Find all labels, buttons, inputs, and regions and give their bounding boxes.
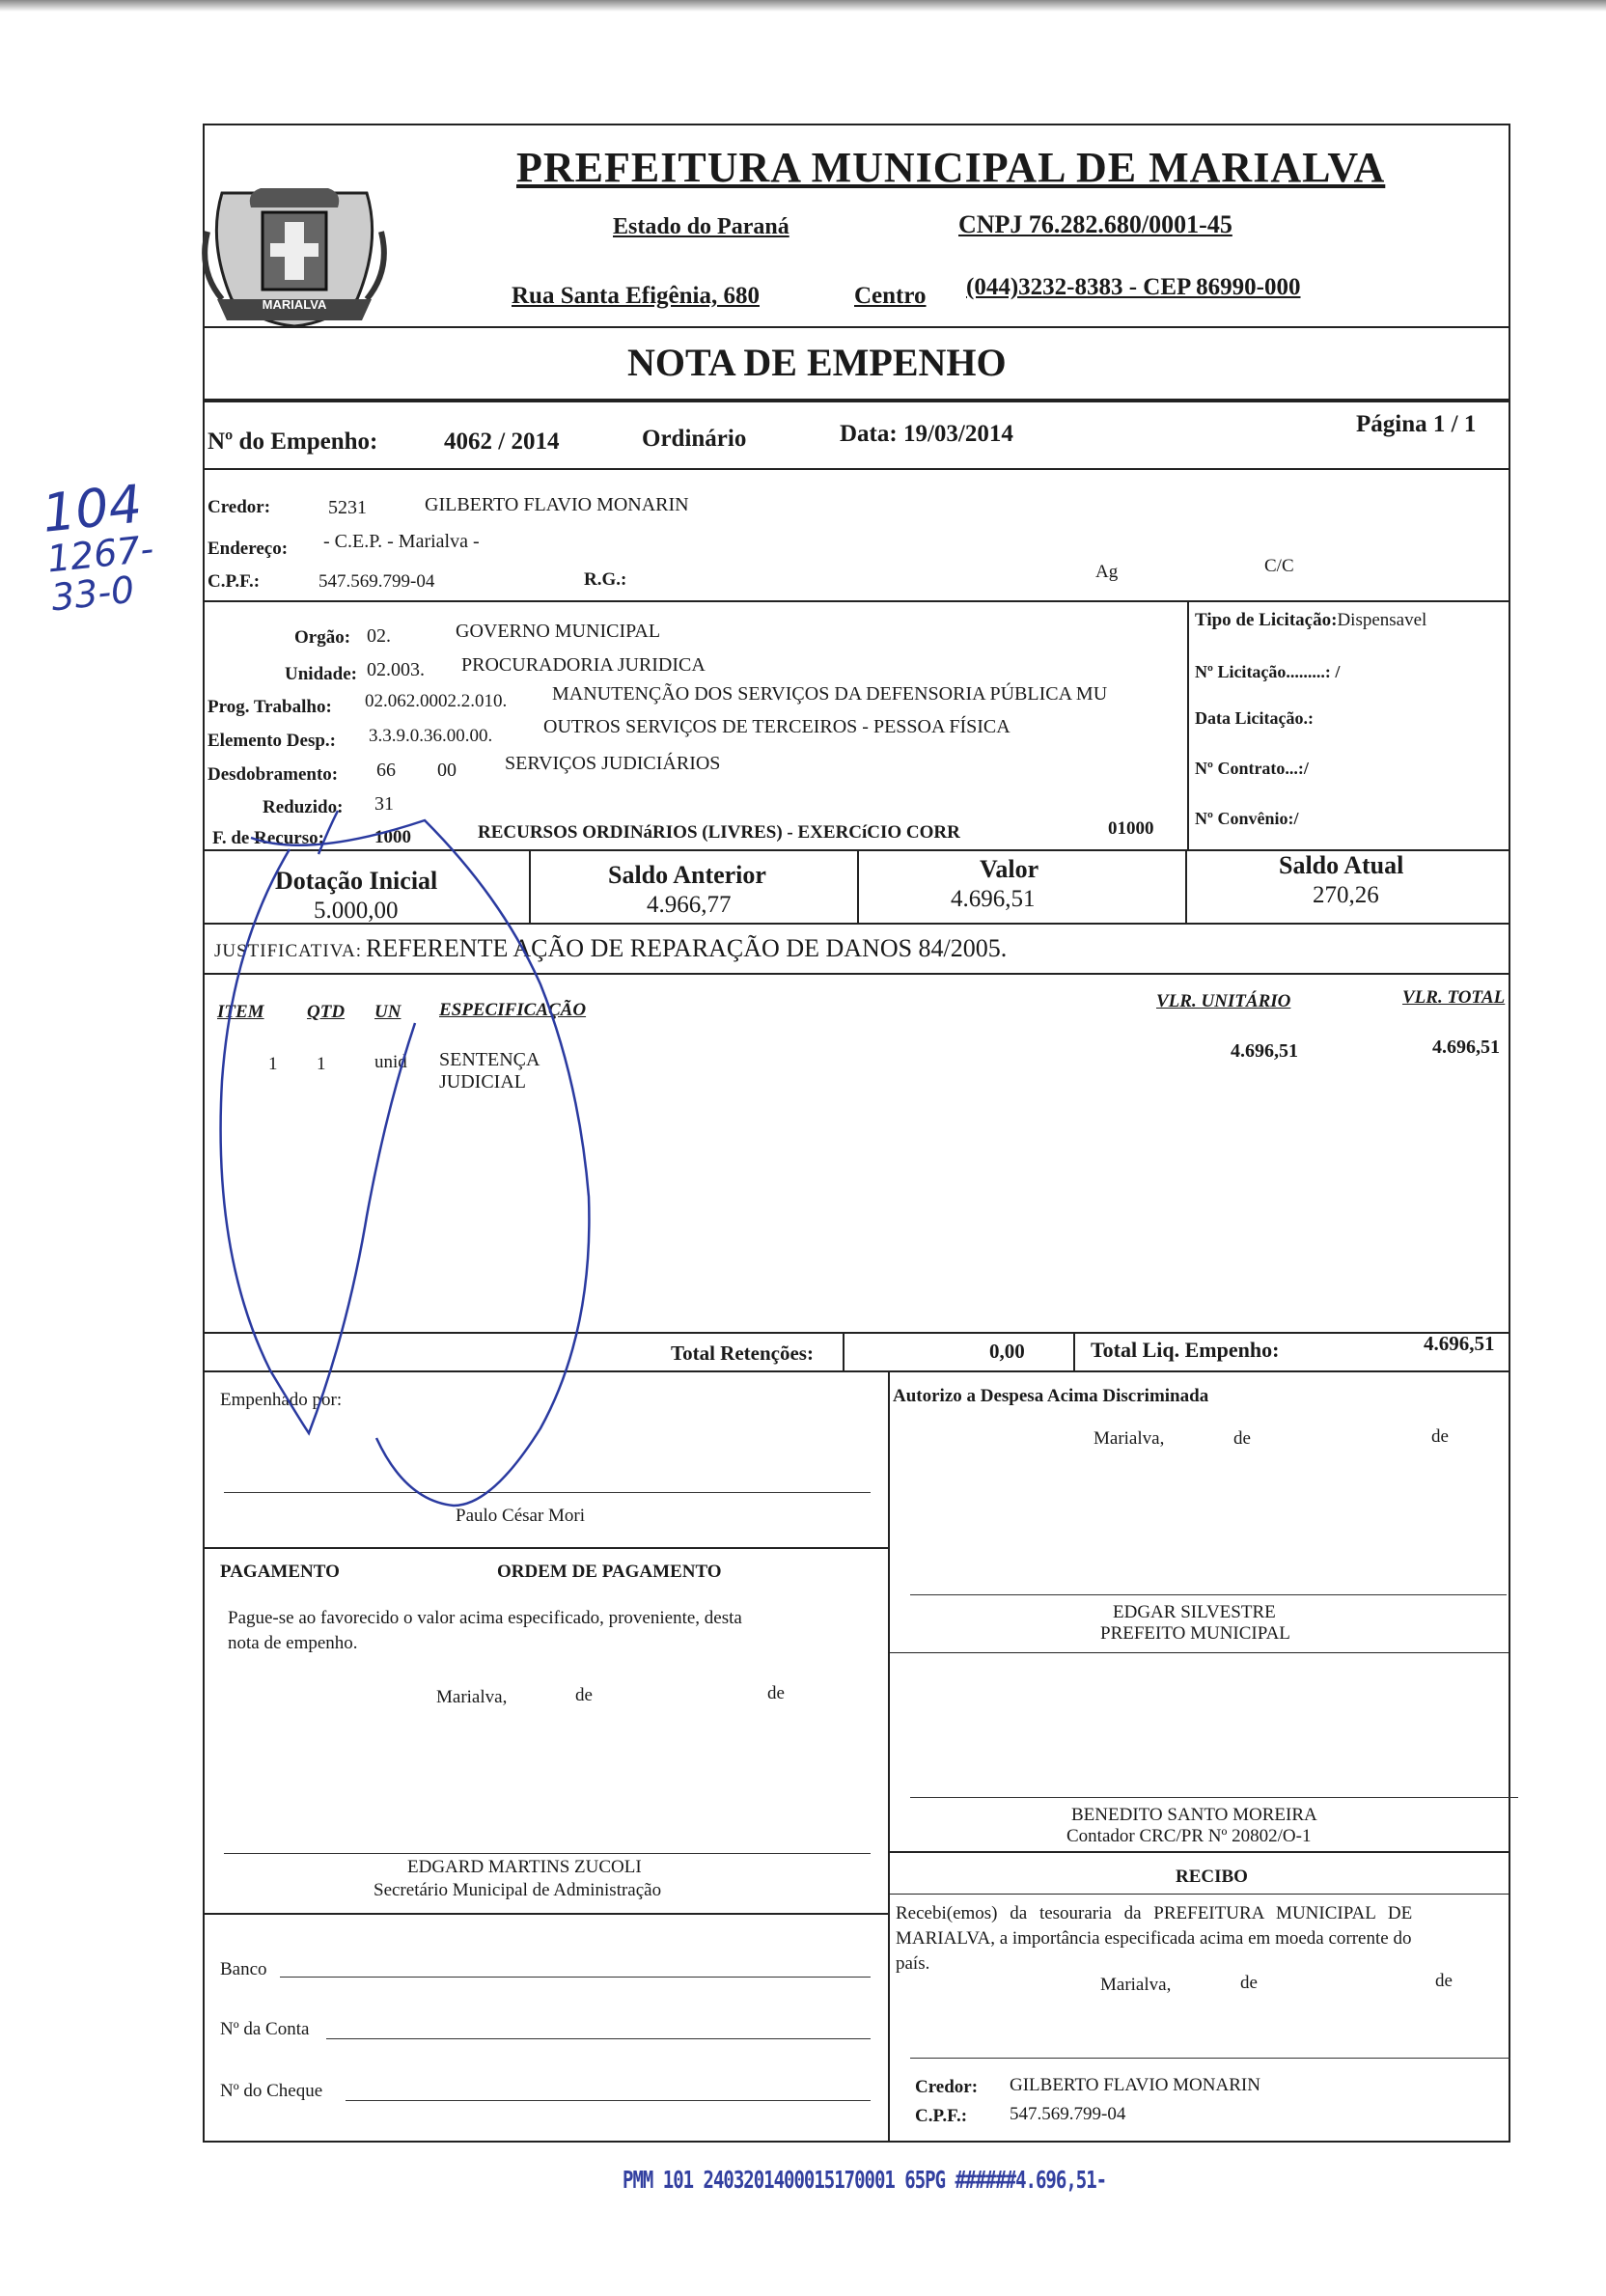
orgao-label: Orgão: [294,627,351,648]
justificativa-text: REFERENTE AÇÃO DE REPARAÇÃO DE DANOS 84/2005. [366,934,1008,962]
orgao-code: 02. [367,625,391,647]
pagamento-label: PAGAMENTO [220,1562,340,1582]
retencoes-value: 0,00 [989,1340,1025,1363]
divider [203,468,1510,470]
prefeitura-title: PREFEITURA MUNICIPAL DE MARIALVA [516,144,1386,191]
recibo-credor-label: Credor: [915,2077,979,2097]
licitacao-data: Data Licitação.: [1195,708,1314,728]
contador-cargo: Contador CRC/PR Nº 20802/O-1 [1066,1826,1312,1846]
unidade-code: 02.003. [367,659,425,680]
cc-label: C/C [1264,556,1294,576]
row-vlr-unitario: 4.696,51 [1231,1040,1298,1062]
telefone-cep: (044)3232-8383 - CEP 86990-000 [966,274,1301,300]
credor-code: 5231 [328,497,367,518]
col-un: UN [374,1002,402,1022]
recibo-de-1: de [1240,1973,1258,1993]
document-title: NOTA DE EMPENHO [627,341,1007,384]
municipal-crest [193,154,396,338]
autorizo-de-2: de [1431,1426,1449,1447]
valor-label: Valor [980,855,1039,883]
licitacao-tipo-label: Tipo de Licitação: [1195,610,1338,630]
handwriting-line: 104 [39,473,145,544]
divider [203,1913,888,1915]
col-vlr-total: VLR. TOTAL [1402,987,1506,1008]
saldo-anterior-label: Saldo Anterior [608,861,766,889]
orgao-name: GOVERNO MUNICIPAL [456,621,661,642]
validation-stamp: PMM 101 2403201400015170001 65PG ######4.696,51- [623,2166,1107,2195]
cpf-label: C.P.F.: [208,571,261,592]
pagamento-de-2: de [767,1683,785,1703]
recibo-local: Marialva, [1100,1975,1172,1995]
row-vlr-total: 4.696,51 [1432,1037,1500,1058]
pagamento-de-1: de [575,1685,593,1705]
recibo-title: RECIBO [1176,1867,1248,1887]
recibo-credor: GILBERTO FLAVIO MONARIN [1010,2075,1260,2095]
unidade-label: Unidade: [285,664,357,684]
retencoes-label: Total Retenções: [671,1342,814,1365]
divider [888,1652,1510,1653]
row-especificacao: SENTENÇA JUDICIAL [439,1049,540,1093]
recibo-de-2: de [1435,1971,1453,1991]
divider [203,600,1510,602]
divider [843,1332,845,1370]
autorizo-de-1: de [1233,1428,1251,1449]
divider [203,1370,1510,1372]
signature-line [224,1853,871,1854]
signature-line [224,1492,871,1493]
divider [203,923,1510,925]
estado: Estado do Paraná [613,214,789,239]
recibo-cpf: 547.569.799-04 [1010,2104,1126,2124]
recibo-cpf-label: C.P.F.: [915,2106,968,2126]
empenho-type: Ordinário [642,426,747,452]
signature-line [910,2058,1510,2059]
contrato: Nº Contrato...:/ [1195,759,1309,778]
unidade-name: PROCURADORIA JURIDICA [461,654,706,676]
endereco-prefeitura: Rua Santa Efigênia, 680 [512,283,760,309]
banco-field[interactable] [280,1977,871,1978]
divider [888,1851,1510,1853]
saldo-atual-value: 270,26 [1313,882,1379,908]
justificativa [214,934,1007,963]
divider [203,399,1510,402]
dotacao-inicial-label: Dotação Inicial [275,867,438,895]
desdobramento-name: SERVIÇOS JUDICIÁRIOS [505,753,721,774]
endereco-value: - C.E.P. - Marialva - [323,531,480,552]
prefeito-nome: EDGAR SILVESTRE [1113,1602,1276,1622]
elemento-label: Elemento Desp.: [208,731,336,751]
licitacao-numero: Nº Licitação.........: / [1195,662,1341,681]
autorizo-text: Autorizo a Despesa Acima Discriminada [893,1386,1209,1406]
empenho-number-label: Nº do Empenho: [208,429,378,455]
prog-name: MANUTENÇÃO DOS SERVIÇOS DA DEFENSORIA PÚBLICA MU [552,683,1108,705]
signature-line [910,1797,1518,1798]
col-item: ITEM [217,1002,264,1022]
desdobramento-a: 66 [376,760,396,781]
cnpj: CNPJ 76.282.680/0001-45 [958,210,1232,238]
divider [1185,849,1187,923]
conta-field[interactable] [326,2038,871,2039]
pagamento-local: Marialva, [436,1687,508,1707]
desdobramento-label: Desdobramento: [208,764,339,785]
liquido-label: Total Liq. Empenho: [1091,1338,1280,1362]
elemento-name: OUTROS SERVIÇOS DE TERCEIROS - PESSOA FÍSICA [543,716,1011,737]
divider [857,849,859,923]
valor-value: 4.696,51 [951,886,1036,912]
col-qtd: QTD [307,1002,346,1022]
bairro: Centro [854,283,927,309]
cheque-label: Nº do Cheque [220,2081,323,2101]
col-especificacao: ESPECIFICAÇÃO [439,1000,587,1020]
recibo-texto-2: MARIALVA, a importância especificada acima em moeda corrente do [896,1928,1412,1949]
credor-label: Credor: [208,497,271,517]
credor-name: GILBERTO FLAVIO MONARIN [425,494,689,515]
endereco-label: Endereço: [208,539,289,559]
divider [1187,600,1189,849]
cheque-field[interactable] [346,2100,871,2101]
liquido-value: 4.696,51 [1424,1332,1495,1355]
empenho-number: 4062 / 2014 [444,429,560,455]
dotacao-inicial-value: 5.000,00 [314,898,399,924]
crest-banner: MARIALVA [262,297,327,312]
cpf-value: 547.569.799-04 [318,571,435,592]
divider [888,1370,890,2143]
divider [529,849,531,923]
recurso-ext: 01000 [1108,818,1154,839]
prefeito-cargo: PREFEITO MUNICIPAL [1100,1623,1290,1644]
recurso-name: RECURSOS ORDINáRIOS (LIVRES) - EXERCíCIO CORR [478,822,960,843]
divider [203,326,1510,328]
licitacao-tipo-value: Dispensavel [1337,610,1427,630]
divider [203,1547,888,1549]
divider [1073,1332,1075,1370]
reduzido-label: Reduzido: [263,797,344,817]
divider [888,1894,1510,1895]
scan-edge [0,0,1606,12]
rg-label: R.G.: [584,569,627,590]
autorizo-local: Marialva, [1094,1428,1165,1449]
saldo-anterior-value: 4.966,77 [647,892,732,918]
reduzido-value: 31 [374,793,394,815]
desdobramento-b: 00 [437,760,457,781]
secretario-nome: EDGARD MARTINS ZUCOLI [407,1857,642,1877]
convenio: Nº Convênio:/ [1195,809,1299,828]
divider [203,973,1510,975]
recurso-code: 1000 [374,827,411,847]
ag-label: Ag [1095,562,1119,582]
licitacao-tipo [1195,610,1426,631]
secretario-cargo: Secretário Municipal de Administração [374,1880,662,1900]
justificativa-label: JUSTIFICATIVA: [214,941,363,961]
page-number: Página 1 / 1 [1356,411,1477,437]
recibo-texto-1: Recebi(emos) da tesouraria da PREFEITURA MUNICIPAL DE [896,1903,1413,1923]
divider [203,1332,1510,1334]
prog-code: 02.062.0002.2.010. [365,691,508,711]
saldo-atual-label: Saldo Atual [1279,851,1404,879]
handwriting-line: 1267- [44,527,156,581]
row-qtd: 1 [317,1054,326,1074]
recibo-texto-3: país. [896,1953,930,1974]
ordem-pagamento: ORDEM DE PAGAMENTO [497,1562,722,1582]
pagamento-texto-2: nota de empenho. [228,1633,358,1653]
handwriting-line: 33-0 [48,567,137,620]
row-item: 1 [268,1054,278,1074]
recurso-label: F. de Recurso: [212,828,324,848]
prog-label: Prog. Trabalho: [208,697,332,717]
elemento-code: 3.3.9.0.36.00.00. [369,726,493,746]
empenhado-label: Empenhado por: [220,1390,343,1410]
contador-nome: BENEDITO SANTO MOREIRA [1071,1805,1317,1825]
banco-label: Banco [220,1959,267,1979]
margin-handwriting [39,473,159,620]
row-un: unid [374,1052,407,1072]
empenho-date: Data: 19/03/2014 [840,421,1013,447]
conta-label: Nº da Conta [220,2019,310,2039]
empenhado-nome: Paulo César Mori [456,1506,586,1526]
pagamento-texto-1: Pague-se ao favorecido o valor acima especificado, proveniente, desta [228,1608,742,1628]
signature-line [910,1594,1507,1595]
col-vlr-unitario: VLR. UNITÁRIO [1156,991,1291,1011]
